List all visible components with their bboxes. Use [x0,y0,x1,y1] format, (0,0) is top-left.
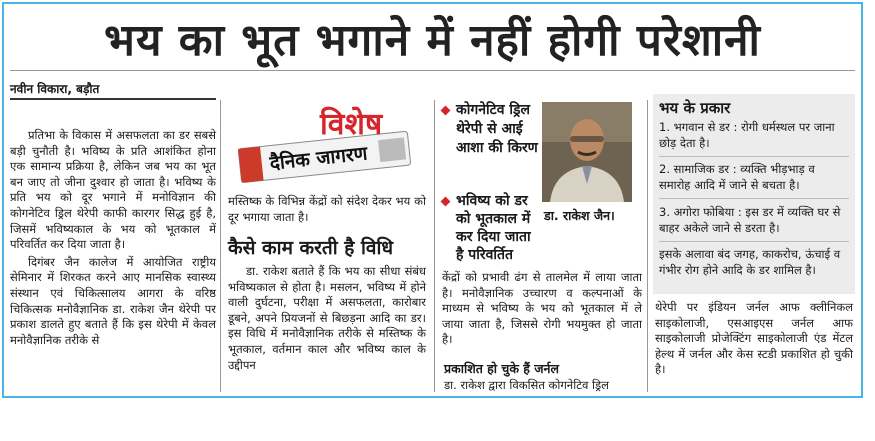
logo-text-jagran: दैनिक जागरण [268,142,369,175]
photo-caption: डा. राकेश जैन। [544,208,615,223]
column-divider [434,100,435,392]
column-3 [442,270,642,348]
column-2-top [228,194,426,225]
highlight-bullet-2: भविष्य को डर को भूतकाल में कर दिया जाता है परिवर्तित [442,192,538,264]
panel-divider [659,241,849,242]
col1-paragraph-1: प्रतिभा के विकास में असफलता का डर सबसे बड़ी चुनौती है। भविष्य के प्रति आशंकित होना एक सामान्य प्रक्रिया है, लेकिन जब भय का भूत बन जाए तो जीना दुश्वार हो जाता है। भविष्य के प्रति भय को दूर भगाने में मनोविज्ञान की कोगनेटिव ड्रिल थेरेपी काफी कारगर सिद्ध हुई है, जिसमें भविष्यकाल के भय को भूतकाल में परिवर्तित कर दिया जाता है। [10,128,216,252]
byline-rule [10,98,216,100]
headline-rule [10,70,855,71]
highlight-bullet-2-box [442,192,538,264]
column-1 [10,128,216,348]
doctor-photo [542,102,632,202]
fear-type-item: 3. अगोरा फोबिया : इस डर में व्यक्ति घर से बाहर अकेले जाने से डरता है। [659,205,841,235]
highlight-bullet-1: कोगनेटिव ड्रिल थेरेपी से आई आशा की किरण [442,101,538,158]
panel-divider [659,156,849,157]
newspaper-clipping [2,2,863,398]
byline: नवीन विकारा, बड़ौत [10,82,100,96]
column-2-bottom [228,264,426,373]
fear-types-title: भय के प्रकार [659,99,731,117]
section-heading-journals: प्रकाशित हो चुके हैं जर्नल [444,361,559,376]
headline: भय का भूत भगाने में नहीं होगी परेशानी [104,15,761,66]
col3-paragraph-2: डा. राकेश द्वारा विकसित कोगनेटिव ड्रिल [444,378,609,392]
dainik-jagran-vishesh-logo [228,100,418,186]
col2-paragraph-1: मस्तिष्क के विभिन्न केंद्रों को संदेश देकर भय को दूर भगाया जाता है। [228,194,426,224]
column-divider [220,100,221,392]
logo-text-vishesh: विशेष [320,107,383,142]
panel-divider [659,198,849,199]
fear-type-item: 1. भगवान से डर : रोगी धर्मस्थल पर जाना छोड़ देता है। [659,120,835,150]
column-divider [647,100,648,392]
fear-type-item: 2. सामाजिक डर : व्यक्ति भीड़भाड़ व समारोह आदि में जाने से बचता है। [659,162,815,192]
highlight-bullets [442,101,538,164]
col3-paragraph-1: केंद्रों को प्रभावी ढंग से तालमेल में लाया जाता है। मनोवैज्ञानिक उच्चारण व कल्पनाओं के माध्यम से भविष्य के भय को भूतकाल में ले जाया जाता है, जिससे रोगी भयमुक्त हो जाता है। [442,270,642,347]
col2-paragraph-2: डा. राकेश बताते हैं कि भय का सीधा संबंध भविष्यकाल से होता है। मसलन, भविष्य में होने वाली दुर्घटना, परीक्षा में असफलता, कारोबार डूबने, अपने प्रियजनों से बिछड़ना आदि का डर। इस विधि में मनोवैज्ञानिक तरीके से मस्तिष्क के भूतकाल, वर्तमान काल और भविष्य काल के उद्दीपन [228,264,426,372]
column-3-bottom [444,378,644,394]
fear-type-item: इसके अलावा बंद जगह, काकरोच, ऊंचाई व गंभीर रोग होने आदि के डर शामिल है। [659,247,841,277]
portrait-image [542,102,632,202]
column-4 [655,300,853,378]
col1-paragraph-2: दिगंबर जैन कालेज में आयोजित राष्ट्रीय सेमिनार में शिरकत करने आए मानसिक स्वास्थ्य संस्थान एवं चिकित्सालय आगरा के वरिष्ठ चिकित्सक मनोवैज्ञानिक डा. राकेश जैन थेरेपी पर प्रकाश डालते हुए बताते हैं कि इस थेरेपी में केवल मनोवैज्ञानिक तरीके से [10,254,216,347]
section-heading-method: कैसे काम करती है विधि [228,237,394,259]
col4-paragraph-1: थेरेपी पर इंडियन जर्नल आफ क्लीनिकल साइकोलाजी, एसआइएस जर्नल आफ साइकोलाजी प्रोजेक्टिंग साइकोलाजी एंड मेंटल हेल्थ में जर्नल और केस स्टडी प्रकाशित हो चुकी है। [655,300,853,377]
